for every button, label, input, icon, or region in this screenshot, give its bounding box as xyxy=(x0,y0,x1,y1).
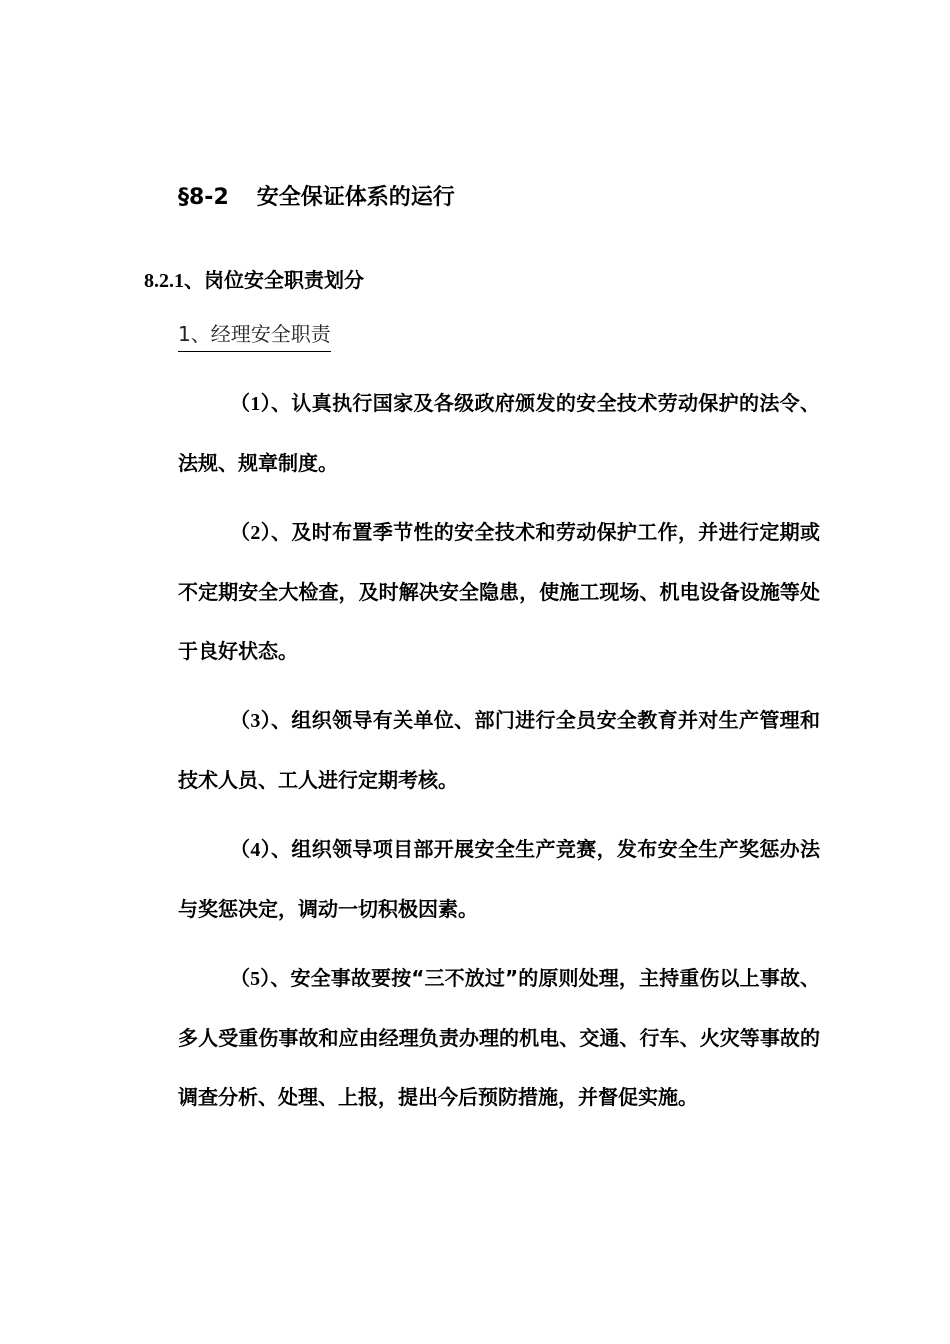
clause-label: （1） xyxy=(230,393,272,415)
clause-label: （4） xyxy=(230,839,272,861)
subsection-number: 8.2.1 xyxy=(144,270,184,292)
subsection-title-text: 岗位安全职责划分 xyxy=(204,268,364,292)
clause-3 xyxy=(178,691,820,810)
section-title-text: 安全保证体系的运行 xyxy=(256,185,455,210)
clause-text: 、认真执行国家及各级政府颁发的安全技术劳动保护的法令、法规、规章制度。 xyxy=(178,391,821,475)
subsection-title xyxy=(144,264,364,297)
clause-text: 、安全事故要按“三不放过”的原则处理，主持重伤以上事故、多人受重伤事故和应由经理负责办理的机电、交通、行车、火灾等事故的调查分析、处理、上报，提出今后预防措施，并督促实施。 xyxy=(178,966,820,1109)
clause-label: （2） xyxy=(230,522,272,544)
clause-text: 、组织领导项目部开展安全生产竞赛，发布安全生产奖惩办法与奖惩决定，调动一切积极因素。 xyxy=(178,837,821,921)
clause-text: 、及时布置季节性的安全技术和劳动保护工作，并进行定期或不定期安全大检查，及时解决安全隐患，使施工现场、机电设备设施等处于良好状态。 xyxy=(178,520,821,663)
item-heading: 1、经理安全职责 xyxy=(178,318,331,352)
clause-list xyxy=(178,374,820,1137)
clause-2 xyxy=(178,503,820,681)
subsection-separator: 、 xyxy=(184,268,204,292)
clause-label: （3） xyxy=(230,710,272,732)
section-title xyxy=(178,181,455,215)
clause-5 xyxy=(178,949,820,1127)
clause-label: （5） xyxy=(230,968,271,990)
clause-text: 、组织领导有关单位、部门进行全员安全教育并对生产管理和技术人员、工人进行定期考核。 xyxy=(178,708,821,792)
section-number: §8-2 xyxy=(178,185,229,210)
clause-4 xyxy=(178,820,820,939)
clause-1 xyxy=(178,374,820,493)
